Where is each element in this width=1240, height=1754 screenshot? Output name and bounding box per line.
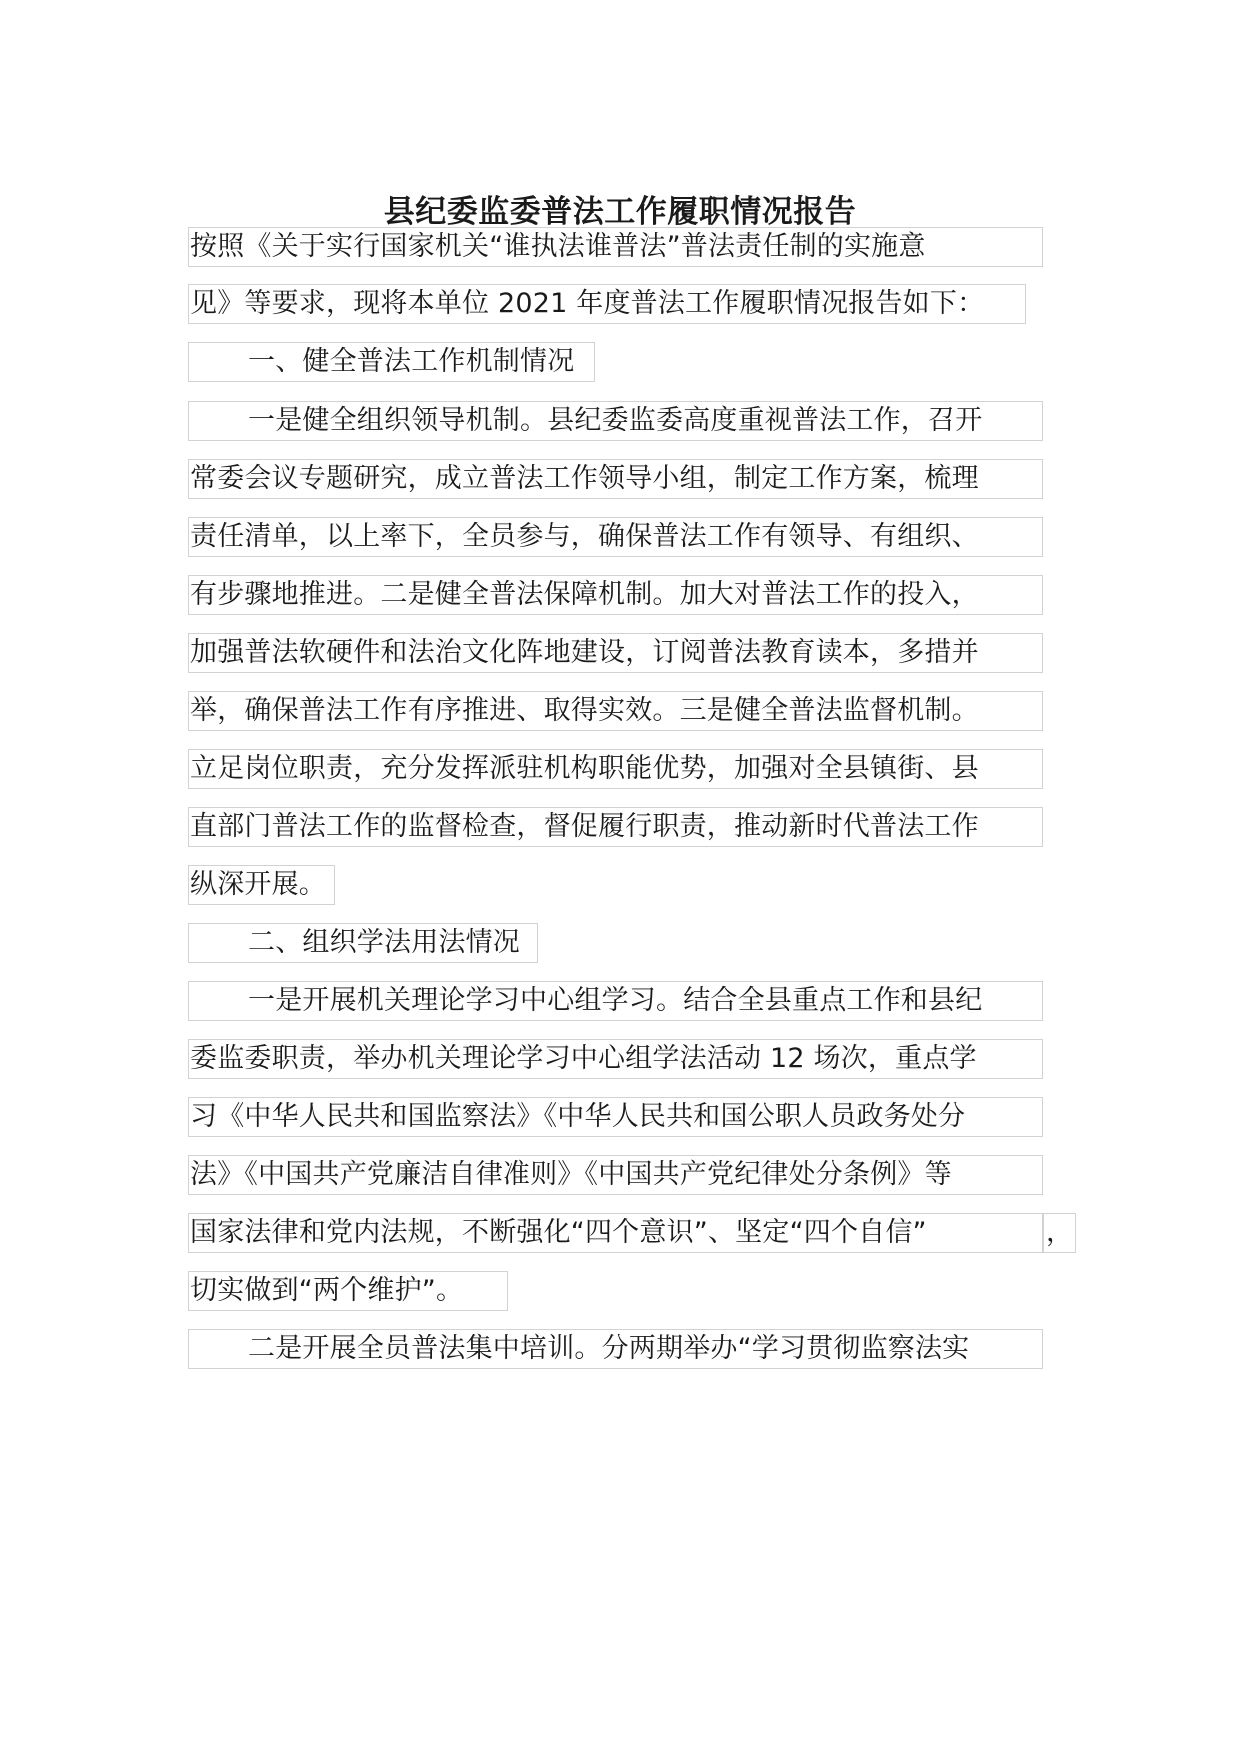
body-line: 加强普法软硬件和法治文化阵地建设，订阅普法教育读本，多措并	[188, 633, 1043, 673]
body-line: 直部门普法工作的监督检查，督促履行职责，推动新时代普法工作	[188, 807, 1043, 847]
punctuation-fragment: ，	[1043, 1213, 1076, 1253]
body-line: 有步骤地推进。二是健全普法保障机制。加大对普法工作的投入，	[188, 575, 1043, 615]
body-line: 二是开展全员普法集中培训。分两期举办“学习贯彻监察法实	[188, 1329, 1043, 1369]
body-line: 一是健全组织领导机制。县纪委监委高度重视普法工作，召开	[188, 401, 1043, 441]
body-line: 见》等要求，现将本单位 2021 年度普法工作履职情况报告如下：	[188, 284, 1026, 324]
body-line: 举，确保普法工作有序推进、取得实效。三是健全普法监督机制。	[188, 691, 1043, 731]
section-heading: 二、组织学法用法情况	[188, 923, 538, 963]
body-line: 一是开展机关理论学习中心组学习。结合全县重点工作和县纪	[188, 981, 1043, 1021]
body-line: 纵深开展。	[188, 865, 335, 905]
body-line: 常委会议专题研究，成立普法工作领导小组，制定工作方案，梳理	[188, 459, 1043, 499]
body-line: 切实做到“两个维护”。	[188, 1271, 508, 1311]
document-title: 县纪委监委普法工作履职情况报告	[383, 194, 857, 230]
body-line: 责任清单，以上率下，全员参与，确保普法工作有领导、有组织、	[188, 517, 1043, 557]
body-line: 国家法律和党内法规，不断强化“四个意识”、坚定“四个自信”	[188, 1213, 1043, 1253]
body-line: 法》《中国共产党廉洁自律准则》《中国共产党纪律处分条例》等	[188, 1155, 1043, 1195]
body-line: 习《中华人民共和国监察法》《中华人民共和国公职人员政务处分	[188, 1097, 1043, 1137]
section-heading: 一、健全普法工作机制情况	[188, 342, 595, 382]
body-line: 立足岗位职责，充分发挥派驻机构职能优势，加强对全县镇街、县	[188, 749, 1043, 789]
body-line: 委监委职责，举办机关理论学习中心组学法活动 12 场次，重点学	[188, 1039, 1043, 1079]
body-line: 按照《关于实行国家机关“谁执法谁普法”普法责任制的实施意	[188, 227, 1043, 267]
